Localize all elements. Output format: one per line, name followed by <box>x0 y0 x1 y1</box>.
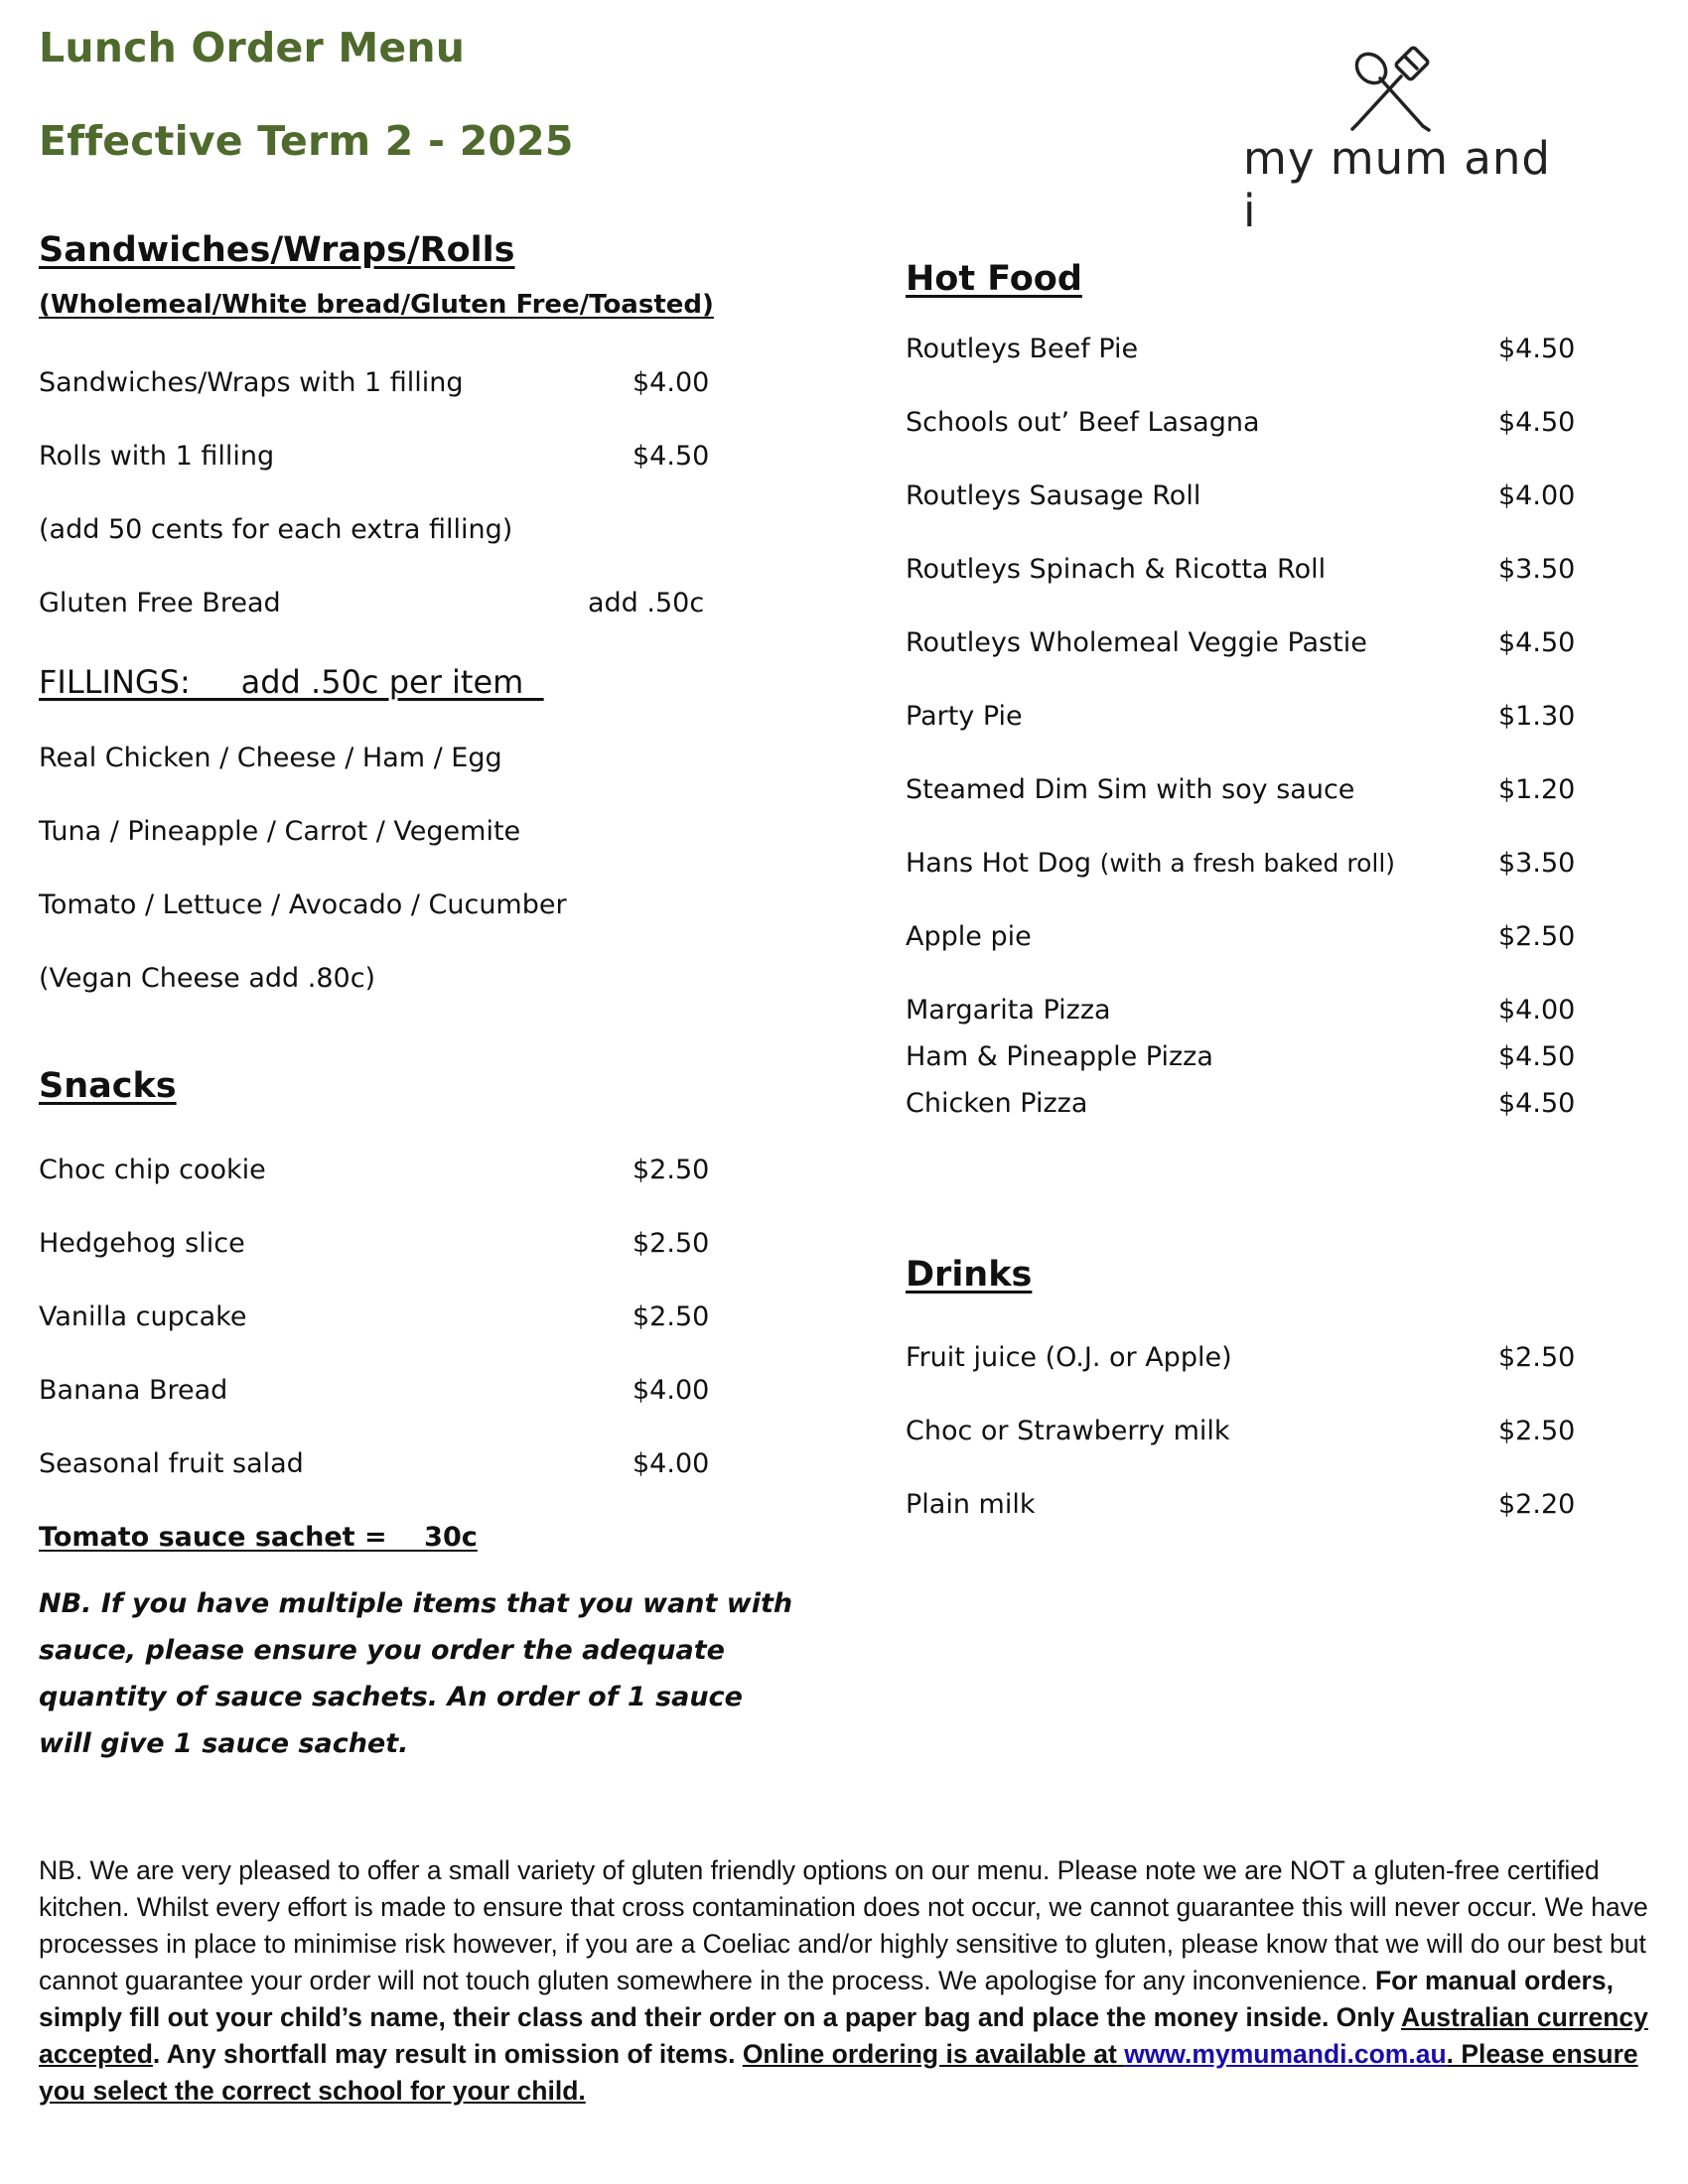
drinks-title: Drinks <box>906 1255 1033 1295</box>
currency-note: Australian currency accepted <box>39 2002 1648 2069</box>
menu-item-name: Chicken Pizza <box>906 1088 1088 1119</box>
effective-term: Effective Term 2 - 2025 <box>39 117 574 165</box>
menu-item-name: Routleys Beef Pie <box>906 334 1139 364</box>
menu-item-price: $2.50 <box>633 1155 710 1185</box>
menu-item-price: $4.00 <box>633 367 710 398</box>
disclaimer-text: NB. We are very pleased to offer a small variety of gluten friendly options on our menu. Please note we are NOT a gluten-free certified kitchen. Whilst every effort is made to ensure that cross contamination does not occur, we cannot guarantee this will never occur. We have processes in place to minimise risk however, if you are a Coeliac and/or highly sensitive to gluten, please know that we will do our best but cannot guarantee your order will not touch gluten somewhere in the process. We apologise for any inconvenience. <box>39 1855 1648 1995</box>
menu-item-name: Sandwiches/Wraps with 1 filling <box>39 367 464 398</box>
menu-item-price: $4.50 <box>1498 334 1576 364</box>
menu-title: Lunch Order Menu <box>39 24 466 71</box>
menu-item-name: Routleys Wholemeal Veggie Pastie <box>906 627 1367 658</box>
menu-item-name: Banana Bread <box>39 1375 228 1406</box>
menu-item-price: $4.00 <box>1498 480 1576 511</box>
menu-item-price: $2.20 <box>1498 1489 1576 1520</box>
menu-item-name <box>906 848 1395 879</box>
menu-item-name: Steamed Dim Sim with soy sauce <box>906 774 1355 805</box>
menu-item-name: Ham & Pineapple Pizza <box>906 1041 1213 1072</box>
website-link[interactable]: www.mymumandi.com.au <box>1124 2039 1447 2069</box>
menu-item-name: Rolls with 1 filling <box>39 441 275 472</box>
menu-item-price: $2.50 <box>1498 1342 1576 1373</box>
menu-item-name: Apple pie <box>906 921 1032 952</box>
menu-item-price: $3.50 <box>1498 554 1576 585</box>
logo-wordmark: my mum and i <box>1243 132 1551 237</box>
menu-item-name: Gluten Free Bread <box>39 588 281 618</box>
gluten-disclaimer <box>39 1852 1667 2110</box>
menu-item-price: $2.50 <box>1498 1416 1576 1446</box>
logo <box>1231 45 1569 237</box>
menu-item-price: $2.50 <box>633 1301 710 1332</box>
menu-item-name: Routleys Spinach & Ricotta Roll <box>906 554 1327 585</box>
menu-item-price: $1.20 <box>1498 774 1576 805</box>
menu-item-price: $1.30 <box>1498 701 1576 732</box>
menu-item-name: Choc or Strawberry milk <box>906 1416 1230 1446</box>
menu-item-price: $3.50 <box>1498 848 1576 879</box>
snacks-title: Snacks <box>39 1066 177 1106</box>
online-ordering-note: Online ordering is available at <box>742 2039 1117 2069</box>
menu-item-name: Margarita Pizza <box>906 995 1111 1025</box>
hot-dog-note: (with a fresh baked roll) <box>1099 849 1396 878</box>
menu-item-name: Routleys Sausage Roll <box>906 480 1201 511</box>
hot-food-title: Hot Food <box>906 259 1082 299</box>
menu-item-price: $4.00 <box>633 1448 710 1479</box>
menu-item-name: Hedgehog slice <box>39 1228 245 1259</box>
sandwiches-title: Sandwiches/Wraps/Rolls <box>39 230 515 270</box>
tomato-sauce-price: Tomato sauce sachet = 30c <box>39 1522 478 1553</box>
menu-item-name: Vanilla cupcake <box>39 1301 247 1332</box>
menu-item-price: $4.50 <box>1498 407 1576 438</box>
menu-item-price: $4.50 <box>633 441 710 472</box>
hot-dog-name: Hans Hot Dog <box>906 848 1092 879</box>
manual-order-instructions: For manual orders, simply fill out your child’s name, their class and their order on a paper bag and place the money inside. Only <box>39 1966 1614 2032</box>
menu-item-price: $4.00 <box>1498 995 1576 1025</box>
spoon-spatula-icon <box>1345 45 1437 136</box>
fillings-line: Tomato / Lettuce / Avocado / Cucumber <box>39 889 567 920</box>
menu-item-name: Party Pie <box>906 701 1023 732</box>
menu-item-price: $4.50 <box>1498 1088 1576 1119</box>
fillings-line: Tuna / Pineapple / Carrot / Vegemite <box>39 816 521 847</box>
menu-item-name: Seasonal fruit salad <box>39 1448 304 1479</box>
menu-item-price: $4.50 <box>1498 627 1576 658</box>
menu-item-name: Schools out’ Beef Lasagna <box>906 407 1260 438</box>
shortfall-note: . Any shortfall may result in omission of items. <box>152 2039 743 2069</box>
fillings-line: Real Chicken / Cheese / Ham / Egg <box>39 743 502 773</box>
menu-item-price: $4.00 <box>633 1375 710 1406</box>
fillings-title: FILLINGS: add .50c per item <box>39 663 544 701</box>
menu-item-price: $2.50 <box>1498 921 1576 952</box>
menu-item-name: Fruit juice (O.J. or Apple) <box>906 1342 1232 1373</box>
menu-item-price: $4.50 <box>1498 1041 1576 1072</box>
vegan-cheese-note: (Vegan Cheese add .80c) <box>39 963 376 994</box>
menu-item-name: Plain milk <box>906 1489 1036 1520</box>
select-school-note: . Please ensure you select the correct school for your child. <box>39 2039 1638 2106</box>
menu-item-price: add .50c <box>588 588 705 618</box>
menu-item-price: $2.50 <box>633 1228 710 1259</box>
extra-filling-note: (add 50 cents for each extra filling) <box>39 514 513 545</box>
menu-item-name: Choc chip cookie <box>39 1155 266 1185</box>
sauce-note: NB. If you have multiple items that you want with sauce, please ensure you order the adequate quantity of sauce sachets. An order of 1 sauce will give 1 sauce sachet. <box>39 1588 793 1759</box>
bread-options: (Wholemeal/White bread/Gluten Free/Toasted) <box>39 290 714 320</box>
